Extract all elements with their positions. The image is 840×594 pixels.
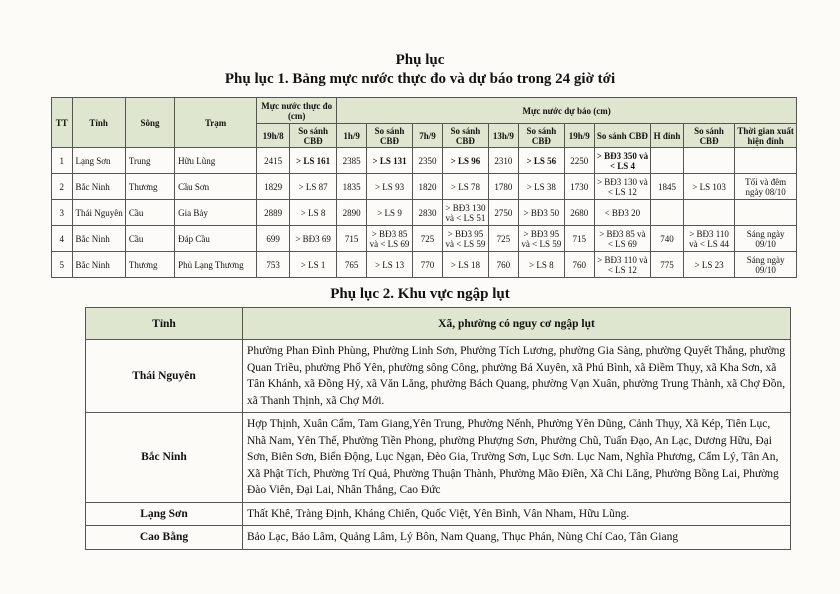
table-row (52, 174, 797, 200)
header-19h9: 19h/9 (564, 124, 594, 148)
cell-value: 2350 (413, 148, 443, 174)
cell-peak-time: Sáng ngày 09/10 (735, 226, 797, 252)
cell-value: 699 (257, 226, 290, 252)
cell-value: 725 (413, 226, 443, 252)
table-row (86, 502, 791, 526)
cell-value: 2680 (564, 200, 594, 226)
cell-song: Thương (125, 174, 174, 200)
cell-compare: > LS 23 (683, 252, 734, 278)
cell-compare (683, 200, 734, 226)
cell-peak-time: Sáng ngày 09/10 (735, 252, 797, 278)
header-measured: Mực nước thực đo (cm) (257, 98, 337, 124)
header-peak-time: Thời gian xuất hiện đỉnh (735, 124, 797, 148)
cell-h-dinh (651, 200, 684, 226)
header-19h8: 19h/8 (257, 124, 290, 148)
cell-tt: 5 (52, 252, 73, 278)
cell-compare: > LS 56 (518, 148, 564, 174)
cell-compare: > BĐ3 85 và < LS 69 (366, 226, 412, 252)
cell-value: 1820 (413, 174, 443, 200)
cell-compare: > LS 1 (290, 252, 337, 278)
header-compare: So sánh CBĐ (442, 124, 488, 148)
cell-peak-time: Tối và đêm ngày 08/10 (735, 174, 797, 200)
cell-song: Thương (125, 252, 174, 278)
header-compare: So sánh CBĐ (290, 124, 337, 148)
cell-tram: Đáp Cầu (175, 226, 257, 252)
cell-value: 2250 (564, 148, 594, 174)
cell-tt: 4 (52, 226, 73, 252)
cell-tt: 3 (52, 200, 73, 226)
cell-value: 2889 (257, 200, 290, 226)
cell-value: 1780 (489, 174, 519, 200)
cell-value: 765 (337, 252, 367, 278)
header-tinh: Tỉnh (72, 98, 125, 148)
cell-compare: > LS 103 (683, 174, 734, 200)
table-row (86, 340, 791, 413)
table-row (86, 526, 791, 550)
cell-province: Lạng Sơn (86, 502, 243, 526)
cell-value: 2415 (257, 148, 290, 174)
cell-compare: > BĐ3 110 và < LS 12 (594, 252, 650, 278)
cell-h-dinh: 1845 (651, 174, 684, 200)
flood-area-table (85, 307, 791, 550)
cell-peak-time (735, 148, 797, 174)
cell-areas: Phường Phan Đình Phùng, Phường Linh Sơn, Phường Tích Lương, phường Gia Sàng, phường Quyết Thắng, phường Quan Triều, phường Phổ Yên, phường sông Công, phường Bá Xuyên, xã Phú Bình, xã Điềm Thụy, xã Kha Sơn, xã Tân Khánh, xã Đồng Hỷ, xã Văn Lăng, phường Bách Quang, phường Vạn Xuân, phường Trung Thành, xã Chợ Đồn, xã Thanh Thịnh, xã Chợ Mới. (243, 340, 791, 413)
cell-compare: > LS 38 (518, 174, 564, 200)
cell-value: 2385 (337, 148, 367, 174)
header-13h9: 13h/9 (489, 124, 519, 148)
cell-peak-time (735, 200, 797, 226)
appendix-title: Phụ lục (395, 52, 445, 68)
cell-tinh: Bắc Ninh (72, 174, 125, 200)
cell-value: 715 (337, 226, 367, 252)
cell-compare: > BĐ3 110 và < LS 44 (683, 226, 734, 252)
cell-compare: < BĐ3 20 (594, 200, 650, 226)
header-1h9: 1h/9 (337, 124, 367, 148)
cell-value: 715 (564, 226, 594, 252)
cell-song: Cầu (125, 200, 174, 226)
cell-tinh: Lạng Sơn (72, 148, 125, 174)
header-compare: So sánh CBĐ (594, 124, 650, 148)
table-row (52, 200, 797, 226)
cell-tram: Cầu Sơn (175, 174, 257, 200)
cell-areas: Bảo Lạc, Bảo Lâm, Quảng Lâm, Lý Bôn, Nam Quang, Thục Phán, Nùng Chí Cao, Tân Giang (243, 526, 791, 550)
cell-h-dinh: 775 (651, 252, 684, 278)
cell-value: 1829 (257, 174, 290, 200)
cell-h-dinh: 740 (651, 226, 684, 252)
cell-compare: > LS 161 (290, 148, 337, 174)
cell-compare: > LS 13 (366, 252, 412, 278)
cell-compare: > BĐ3 350 và < LS 4 (594, 148, 650, 174)
cell-compare: > LS 8 (518, 252, 564, 278)
cell-compare: > BĐ3 130 và < LS 12 (594, 174, 650, 200)
cell-areas: Thất Khê, Tràng Định, Kháng Chiến, Quốc Việt, Yên Bình, Vân Nham, Hữu Lũng. (243, 502, 791, 526)
cell-compare: > LS 96 (442, 148, 488, 174)
header-areas: Xã, phường có nguy cơ ngập lụt (243, 308, 791, 340)
cell-tinh: Bắc Ninh (72, 252, 125, 278)
cell-tt: 1 (52, 148, 73, 174)
cell-tram: Gia Bảy (175, 200, 257, 226)
cell-h-dinh (651, 148, 684, 174)
cell-tinh: Thái Nguyên (72, 200, 125, 226)
table2-title: Phụ lục 2. Khu vực ngập lụt (330, 286, 510, 302)
header-compare: So sánh CBĐ (366, 124, 412, 148)
cell-province: Cao Bằng (86, 526, 243, 550)
cell-compare: > BĐ3 95 và < LS 59 (442, 226, 488, 252)
cell-compare: > BĐ3 85 và < LS 69 (594, 226, 650, 252)
cell-compare: > LS 131 (366, 148, 412, 174)
cell-value: 753 (257, 252, 290, 278)
table-row (86, 413, 791, 503)
cell-compare: > LS 8 (290, 200, 337, 226)
table-row (52, 252, 797, 278)
cell-compare: > LS 93 (366, 174, 412, 200)
cell-compare: > BĐ3 130 và < LS 51 (442, 200, 488, 226)
cell-value: 2750 (489, 200, 519, 226)
table-row (52, 148, 797, 174)
cell-compare: > LS 78 (442, 174, 488, 200)
cell-compare: > BĐ3 95 và < LS 59 (518, 226, 564, 252)
cell-areas: Hợp Thịnh, Xuân Cẩm, Tam Giang,Yên Trung, Phường Nếnh, Phường Yên Dũng, Cảnh Thụy, Xã Kép, Tiên Lục, Nhã Nam, Yên Thế, Phường Tiền Phong, phường Phượng Sơn, Phường Chũ, Tuấn Đạo, An Lạc, Dương Hữu, Đại Sơn, Biên Sơn, Biển Động, Lục Ngạn, Đèo Gia, Trường Sơn, Lục Sơn. Lục Nam, Nghĩa Phương, Cẩm Lý, Tân An, Xã Phật Tích, Phường Trí Quả, Phường Thuận Thành, Phường Mão Điền, Xã Chi Lăng, Phường Bồng Lai, Phường Đào Viên, Đại Lai, Nhân Thắng, Cao Đức (243, 413, 791, 503)
cell-compare: > LS 9 (366, 200, 412, 226)
cell-province: Thái Nguyên (86, 340, 243, 413)
cell-value: 725 (489, 226, 519, 252)
cell-tinh: Bắc Ninh (72, 226, 125, 252)
cell-compare: > BĐ3 50 (518, 200, 564, 226)
header-compare: So sánh CBĐ (683, 124, 734, 148)
cell-song: Cầu (125, 226, 174, 252)
cell-compare: > LS 18 (442, 252, 488, 278)
cell-compare: > BĐ3 69 (290, 226, 337, 252)
cell-value: 1730 (564, 174, 594, 200)
table1-title: Phụ lục 1. Bảng mực nước thực đo và dự báo trong 24 giờ tới (224, 71, 616, 87)
cell-tram: Hữu Lũng (175, 148, 257, 174)
water-level-table (51, 97, 797, 278)
header-tinh: Tỉnh (86, 308, 243, 340)
header-compare: So sánh CBĐ (518, 124, 564, 148)
table-row (52, 226, 797, 252)
cell-compare: > LS 87 (290, 174, 337, 200)
cell-value: 2310 (489, 148, 519, 174)
cell-compare (683, 148, 734, 174)
header-tt: TT (52, 98, 73, 148)
cell-song: Trung (125, 148, 174, 174)
header-forecast: Mực nước dự báo (cm) (337, 98, 797, 124)
cell-value: 1835 (337, 174, 367, 200)
cell-value: 770 (413, 252, 443, 278)
header-h-dinh: H đỉnh (651, 124, 684, 148)
header-tram: Trạm (175, 98, 257, 148)
cell-value: 2890 (337, 200, 367, 226)
cell-value: 760 (489, 252, 519, 278)
cell-province: Bắc Ninh (86, 413, 243, 503)
cell-value: 760 (564, 252, 594, 278)
cell-tt: 2 (52, 174, 73, 200)
header-song: Sông (125, 98, 174, 148)
cell-tram: Phủ Lạng Thương (175, 252, 257, 278)
header-7h9: 7h/9 (413, 124, 443, 148)
cell-value: 2830 (413, 200, 443, 226)
